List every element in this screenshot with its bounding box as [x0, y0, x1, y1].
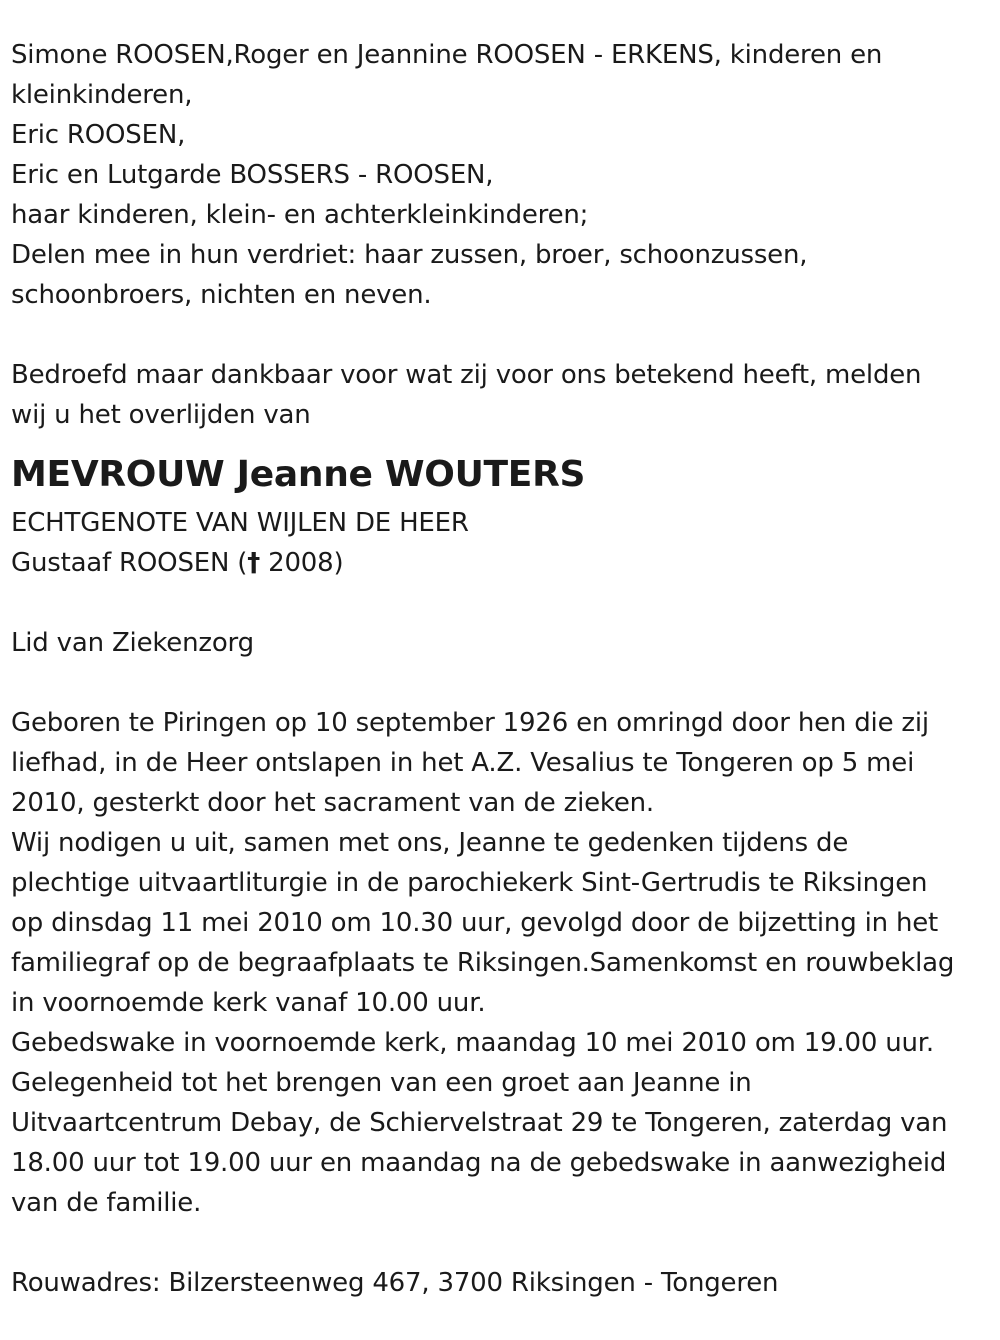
details-line: Uitvaartcentrum Debay, de Schiervelstraat 29 te Tongeren, zaterdag van [11, 1108, 948, 1138]
details-line: Geboren te Piringen op 10 september 1926 en omringd door hen die zij [11, 708, 929, 738]
spacer [11, 1223, 996, 1263]
obituary-notice [11, 35, 996, 1303]
details-line: 2010, gesterkt door het sacrament van de zieken. [11, 788, 654, 818]
details-line: Gebedswake in voornoemde kerk, maandag 10 mei 2010 om 19.00 uur. [11, 1028, 934, 1058]
spacer [11, 663, 996, 703]
spacer [11, 315, 996, 355]
details-line: Gelegenheid tot het brengen van een groet aan Jeanne in [11, 1068, 752, 1098]
intro-section [11, 355, 996, 435]
family-section [11, 35, 996, 315]
mourning-address: Rouwadres: Bilzersteenweg 467, 3700 Riksingen - Tongeren [11, 1268, 779, 1298]
family-line: schoonbroers, nichten en neven. [11, 280, 432, 310]
details-line: familiegraf op de begraafplaats te Riksingen.Samenkomst en rouwbeklag [11, 948, 955, 978]
family-line: haar kinderen, klein- en achterkleinkinderen; [11, 200, 589, 230]
details-line: liefhad, in de Heer ontslapen in het A.Z. Vesalius te Tongeren op 5 mei [11, 748, 915, 778]
details-line: van de familie. [11, 1188, 202, 1218]
spouse-name-prefix: Gustaaf ROOSEN ( [11, 548, 248, 578]
cross-icon: † [247, 548, 261, 578]
details-line: 18.00 uur tot 19.00 uur en maandag na de gebedswake in aanwezigheid [11, 1148, 947, 1178]
spouse-name-line [11, 543, 996, 583]
intro-line: wij u het overlijden van [11, 400, 311, 430]
spouse-title: ECHTGENOTE VAN WIJLEN DE HEER [11, 508, 469, 538]
details-line: in voornoemde kerk vanaf 10.00 uur. [11, 988, 486, 1018]
family-line: kleinkinderen, [11, 80, 193, 110]
details-line: Wij nodigen u uit, samen met ons, Jeanne te gedenken tijdens de [11, 828, 849, 858]
details-line: op dinsdag 11 mei 2010 om 10.30 uur, gevolgd door de bijzetting in het [11, 908, 939, 938]
details-line: plechtige uitvaartliturgie in de parochiekerk Sint-Gertrudis te Riksingen [11, 868, 928, 898]
spacer [11, 583, 996, 623]
deceased-name: MEVROUW Jeanne WOUTERS [11, 454, 586, 495]
membership: Lid van Ziekenzorg [11, 628, 254, 658]
family-line: Eric en Lutgarde BOSSERS - ROOSEN, [11, 160, 494, 190]
spouse-name-suffix: 2008) [260, 548, 344, 578]
family-line: Eric ROOSEN, [11, 120, 186, 150]
details-section [11, 703, 996, 1223]
family-line: Simone ROOSEN,Roger en Jeannine ROOSEN - ERKENS, kinderen en [11, 40, 883, 70]
family-line: Delen mee in hun verdriet: haar zussen, broer, schoonzussen, [11, 240, 808, 270]
intro-line: Bedroefd maar dankbaar voor wat zij voor ons betekend heeft, melden [11, 360, 922, 390]
